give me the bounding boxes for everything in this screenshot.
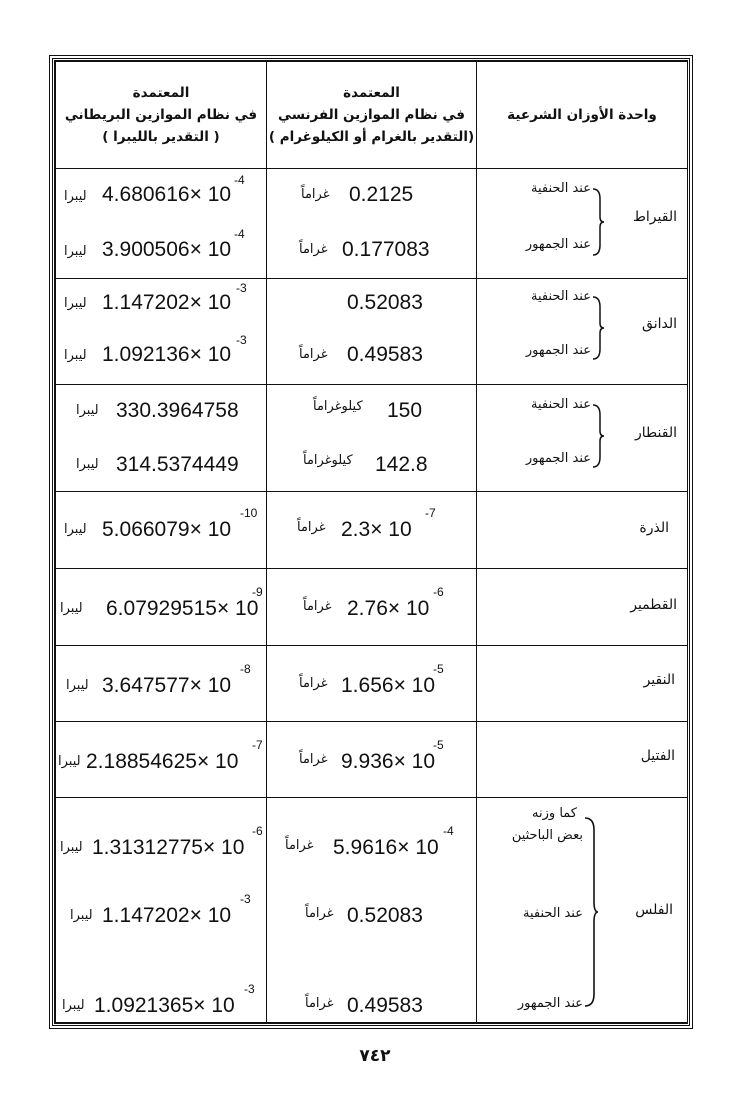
times-ten: × 10 xyxy=(189,238,232,261)
value-mantissa: 9.936 xyxy=(341,750,394,773)
british-exponent: -8 xyxy=(240,662,251,676)
cell-british xyxy=(56,169,267,279)
unit-libra: ليبرا xyxy=(76,403,99,418)
unit-name-dharra: الذرة xyxy=(639,520,669,536)
unit-gram: غراماً xyxy=(299,242,328,257)
unit-gram: غراماً xyxy=(299,347,328,362)
value-mantissa: 1.31312775 xyxy=(92,836,203,859)
unit-libra: ليبرا xyxy=(62,998,85,1013)
label-hanafi: عند الحنفية xyxy=(523,906,583,921)
unit-name-qintar: القنطار xyxy=(635,425,677,441)
british-value xyxy=(102,291,231,315)
table-row-qirat xyxy=(56,169,688,279)
cell-french xyxy=(267,646,477,722)
weights-table xyxy=(55,61,688,1023)
unit-gram: غراماً xyxy=(299,752,328,767)
unit-kilogram: كيلوغراماً xyxy=(313,399,363,414)
cell-french xyxy=(267,385,477,492)
unit-name-qitmir: القطمير xyxy=(630,597,677,613)
french-value: 0.52083 xyxy=(347,904,423,927)
unit-gram: غراماً xyxy=(303,599,332,614)
unit-gram: غراماً xyxy=(297,520,326,535)
french-value: 0.49583 xyxy=(347,343,423,366)
times-ten: × 10 xyxy=(189,183,232,206)
french-exponent: -6 xyxy=(433,585,444,599)
british-exponent: -6 xyxy=(252,824,263,838)
cell-unit xyxy=(477,722,688,798)
label-some-researchers: بعض الباحثين xyxy=(511,828,583,843)
french-value xyxy=(341,674,435,698)
header-unit xyxy=(477,62,688,169)
british-value xyxy=(92,836,244,860)
times-ten: × 10 xyxy=(189,674,232,697)
value-mantissa: 1.656 xyxy=(341,674,394,697)
british-value xyxy=(102,904,231,928)
french-value: 0.177083 xyxy=(342,238,430,261)
british-exponent: -10 xyxy=(240,506,258,520)
value-mantissa: 5.9616 xyxy=(333,836,398,859)
weights-table-frame xyxy=(52,58,690,1026)
cell-unit xyxy=(477,385,688,492)
british-value xyxy=(102,183,231,207)
french-value xyxy=(347,597,429,621)
header-french-line1: المعتمدة xyxy=(343,85,400,101)
unit-libra: ليبرا xyxy=(60,840,83,855)
table-row-qintar xyxy=(56,385,688,492)
unit-libra: ليبرا xyxy=(60,601,83,616)
label-jumhur: عند الجمهور xyxy=(525,237,591,252)
header-unit-text: واحدة الأوزان الشرعية xyxy=(507,107,657,123)
header-french-line2: في نظام الموازين الفرنسي xyxy=(278,107,465,123)
value-mantissa: 1.147202 xyxy=(102,904,190,927)
unit-libra: ليبرا xyxy=(70,908,93,923)
label-hanafi: عند الحنفية xyxy=(531,181,591,196)
british-value xyxy=(102,518,231,542)
british-value xyxy=(102,674,231,698)
british-exponent: -9 xyxy=(252,585,263,599)
cell-unit xyxy=(477,169,688,279)
unit-gram: غراماً xyxy=(299,676,328,691)
french-value xyxy=(341,518,412,542)
french-exponent: -7 xyxy=(425,506,436,520)
cell-unit xyxy=(477,279,688,385)
times-ten: × 10 xyxy=(189,518,232,541)
value-mantissa: 1.092136 xyxy=(102,343,190,366)
unit-kilogram: كيلوغراماً xyxy=(303,453,353,468)
cell-french xyxy=(267,492,477,569)
cell-british xyxy=(56,385,267,492)
british-value xyxy=(102,238,231,262)
cell-french xyxy=(267,722,477,798)
cell-french xyxy=(267,169,477,279)
table-row-qitmir xyxy=(56,569,688,646)
value-mantissa: 1.147202 xyxy=(102,291,190,314)
french-value: 142.8 xyxy=(375,453,428,476)
cell-british xyxy=(56,646,267,722)
cell-french xyxy=(267,569,477,646)
table-row-daniq xyxy=(56,279,688,385)
unit-name-daniq: الدانق xyxy=(642,316,677,332)
british-exponent: -3 xyxy=(236,281,247,295)
unit-gram: غراماً xyxy=(285,838,314,853)
cell-british xyxy=(56,279,267,385)
header-british xyxy=(56,62,267,169)
french-value xyxy=(341,750,435,774)
times-ten: × 10 xyxy=(387,597,430,620)
british-exponent: -4 xyxy=(234,227,245,241)
header-french xyxy=(267,62,477,169)
british-value xyxy=(106,597,258,621)
header-row xyxy=(56,62,688,169)
french-exponent: -5 xyxy=(433,662,444,676)
british-value xyxy=(102,343,231,367)
unit-libra: ليبرا xyxy=(58,754,81,769)
times-ten: × 10 xyxy=(393,750,436,773)
curly-brace-icon xyxy=(591,403,605,469)
times-ten: × 10 xyxy=(193,994,235,1017)
british-value: 314.5374449 xyxy=(116,453,239,476)
value-mantissa: 1.0921365 xyxy=(94,994,194,1017)
times-ten: × 10 xyxy=(189,343,232,366)
table-row-fils xyxy=(56,798,688,1023)
unit-libra: ليبرا xyxy=(64,522,87,537)
unit-gram: غراماً xyxy=(305,906,334,921)
cell-british xyxy=(56,492,267,569)
cell-unit xyxy=(477,646,688,722)
page-number: ٧٤٢ xyxy=(359,1046,391,1066)
unit-name-fatil: الفتيل xyxy=(640,748,675,764)
british-exponent: -7 xyxy=(252,738,263,752)
table-row-naqir xyxy=(56,646,688,722)
unit-libra: ليبرا xyxy=(64,348,87,363)
value-mantissa: 6.07929515 xyxy=(106,597,217,620)
british-exponent: -4 xyxy=(234,173,245,187)
header-british-line3: ( التقدير بالليبرا ) xyxy=(102,129,220,145)
curly-brace-icon xyxy=(591,295,605,361)
british-exponent: -3 xyxy=(236,333,247,347)
header-british-line1: المعتمدة xyxy=(132,85,190,101)
cell-british xyxy=(56,798,267,1023)
cell-british xyxy=(56,569,267,646)
times-ten: × 10 xyxy=(393,674,436,697)
british-exponent: -3 xyxy=(244,982,255,996)
header-british-line2: في نظام الموازين البريطاني xyxy=(64,107,258,123)
unit-libra: ليبرا xyxy=(64,244,87,259)
cell-unit xyxy=(477,798,688,1023)
label-as-weighed: كما وزنه xyxy=(532,806,577,821)
times-ten: × 10 xyxy=(189,904,232,927)
cell-french xyxy=(267,798,477,1023)
french-exponent: -5 xyxy=(433,738,444,752)
french-value: 0.52083 xyxy=(347,291,423,314)
unit-libra: ليبرا xyxy=(66,678,89,693)
british-value: 330.3964758 xyxy=(116,399,239,422)
header-french-line3: (التقدير بالغرام أو الكيلوغرام ) xyxy=(268,129,475,145)
table-row-fatil xyxy=(56,722,688,798)
label-hanafi: عند الحنفية xyxy=(531,397,591,412)
label-hanafi: عند الحنفية xyxy=(531,289,591,304)
british-value xyxy=(94,994,235,1018)
french-value: 150 xyxy=(387,399,423,422)
british-exponent: -3 xyxy=(240,892,251,906)
value-mantissa: 3.900506 xyxy=(102,238,190,261)
unit-name-fils: الفلس xyxy=(635,902,673,918)
cell-unit xyxy=(477,492,688,569)
value-mantissa: 3.647577 xyxy=(102,674,190,697)
french-value: 0.49583 xyxy=(347,994,423,1017)
value-mantissa: 4.680616 xyxy=(102,183,190,206)
curly-brace-icon xyxy=(591,187,605,257)
times-ten: × 10 xyxy=(397,836,439,859)
value-mantissa: 2.18854625 xyxy=(86,750,197,773)
label-jumhur: عند الجمهور xyxy=(525,343,591,358)
unit-libra: ليبرا xyxy=(64,296,87,311)
label-jumhur: عند الجمهور xyxy=(525,451,591,466)
curly-brace-icon xyxy=(583,816,599,1008)
times-ten: × 10 xyxy=(202,836,245,859)
times-ten: × 10 xyxy=(370,518,412,541)
unit-gram: غراماً xyxy=(305,996,334,1011)
times-ten: × 10 xyxy=(189,291,232,314)
unit-libra: ليبرا xyxy=(64,189,87,204)
unit-name-qirat: القيراط xyxy=(632,209,677,225)
value-mantissa: 2.3 xyxy=(341,518,371,541)
table-row-dharra xyxy=(56,492,688,569)
value-mantissa: 5.066079 xyxy=(102,518,190,541)
cell-british xyxy=(56,722,267,798)
cell-unit xyxy=(477,569,688,646)
french-exponent: -4 xyxy=(443,824,454,838)
unit-libra: ليبرا xyxy=(76,457,99,472)
value-mantissa: 2.76 xyxy=(347,597,388,620)
french-value: 0.2125 xyxy=(349,183,414,206)
times-ten: × 10 xyxy=(196,750,239,773)
cell-french xyxy=(267,279,477,385)
british-value xyxy=(86,750,238,774)
unit-gram: غراماً xyxy=(301,187,330,202)
french-value xyxy=(333,836,439,860)
unit-name-naqir: النقير xyxy=(643,672,675,688)
label-jumhur: عند الجمهور xyxy=(517,996,583,1011)
times-ten: × 10 xyxy=(216,597,259,620)
